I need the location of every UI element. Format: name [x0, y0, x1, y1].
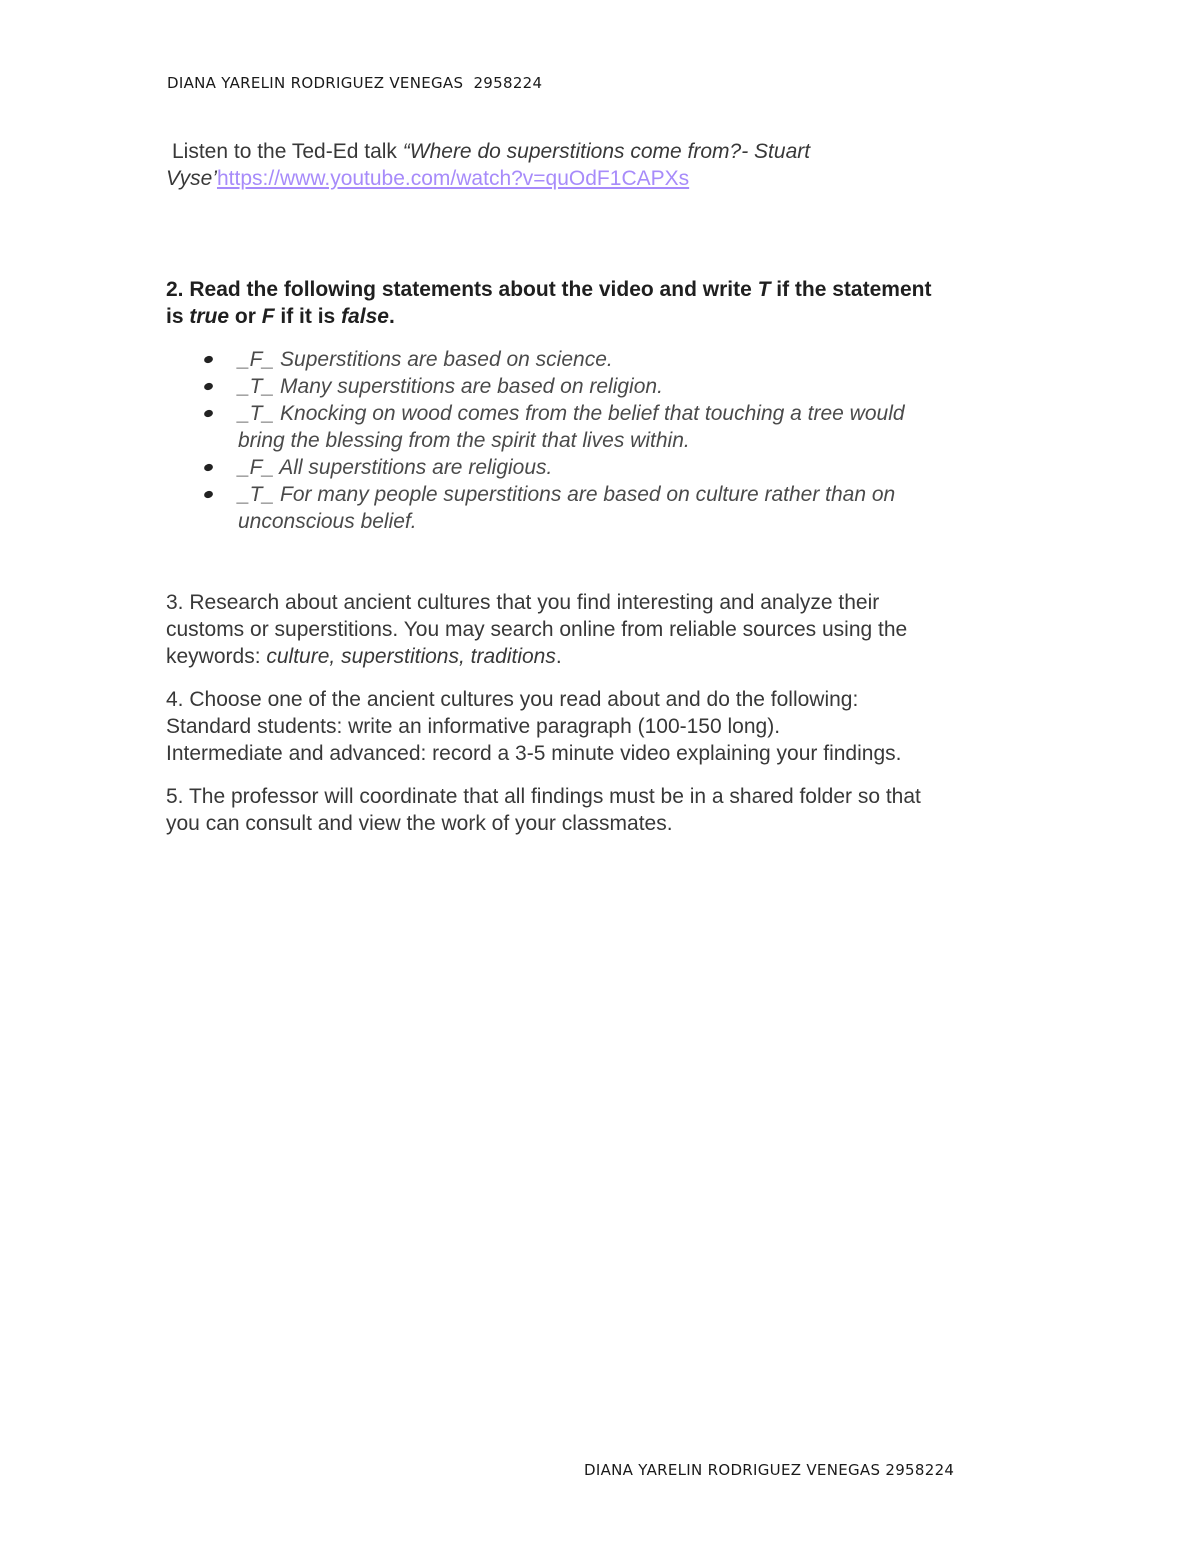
q2-text-5: if it is — [274, 305, 342, 328]
q3-keywords: culture, superstitions, traditions — [266, 645, 556, 668]
q4-line-2: Standard students: write an informative paragraph (100-150 long). — [166, 715, 781, 738]
q2-F: F — [261, 305, 275, 328]
statement-text: _T_ Many superstitions are based on religion. — [238, 375, 663, 398]
q4-line-1: 4. Choose one of the ancient cultures you read about and do the following: — [166, 688, 859, 711]
q5-line-1: 5. The professor will coordinate that all findings must be in a shared folder so that — [166, 785, 921, 808]
q2-T: T — [757, 278, 771, 301]
statement-item — [204, 400, 1036, 454]
document-body — [166, 138, 1036, 837]
question-3 — [166, 589, 1036, 670]
q3-line-1: 3. Research about ancient cultures that you find interesting and analyze their — [166, 591, 880, 614]
q3-keywords-label: keywords: — [166, 645, 267, 668]
talk-title-part-1: “Where do superstitions come from?- Stuart — [402, 140, 811, 163]
bullet-icon — [203, 355, 214, 365]
statement-item — [204, 346, 1036, 373]
q2-false-word: false — [341, 305, 389, 328]
statement-item — [204, 454, 1036, 481]
youtube-link[interactable]: https://www.youtube.com/watch?v=quOdF1CAPXs — [216, 167, 690, 190]
statement-text: _F_ All superstitions are religious. — [238, 456, 553, 479]
question-2-heading — [166, 276, 1036, 330]
bullet-icon — [203, 409, 214, 419]
talk-title-part-2: Vyse’ — [166, 167, 217, 190]
statement-text-cont: unconscious belief. — [238, 510, 417, 533]
q2-true-word: true — [189, 305, 230, 328]
statements-list — [166, 346, 1036, 535]
intro-line-2 — [166, 165, 1036, 192]
statement-text-cont: bring the blessing from the spirit that lives within. — [238, 429, 690, 452]
q3-end: . — [555, 645, 562, 668]
intro-line-1 — [166, 138, 1036, 165]
q3-line-2: customs or superstitions. You may search online from reliable sources using the — [166, 618, 908, 641]
intro-prefix: Listen to the Ted-Ed talk — [172, 140, 403, 163]
bullet-icon — [203, 490, 214, 500]
question-4 — [166, 686, 1036, 767]
statement-item — [204, 481, 1036, 535]
statement-item — [204, 373, 1036, 400]
page-footer: DIANA YARELIN RODRIGUEZ VENEGAS 2958224 — [584, 1461, 955, 1479]
q2-text-6: . — [388, 305, 395, 328]
q5-line-2: you can consult and view the work of your classmates. — [166, 812, 673, 835]
page-header: DIANA YARELIN RODRIGUEZ VENEGAS 2958224 — [167, 74, 543, 92]
statement-text: _F_ Superstitions are based on science. — [238, 348, 613, 371]
q2-text-1: 2. Read the following statements about the video and write — [166, 278, 758, 301]
q2-text-2: if the statement — [770, 278, 932, 301]
statement-text: _T_ For many people superstitions are based on culture rather than on — [238, 483, 896, 506]
q2-text-4: or — [229, 305, 262, 328]
question-5 — [166, 783, 1036, 837]
q2-text-3: is — [166, 305, 190, 328]
bullet-icon — [203, 463, 214, 473]
bullet-icon — [203, 382, 214, 392]
q4-line-3: Intermediate and advanced: record a 3-5 minute video explaining your findings. — [166, 742, 902, 765]
statement-text: _T_ Knocking on wood comes from the belief that touching a tree would — [238, 402, 905, 425]
